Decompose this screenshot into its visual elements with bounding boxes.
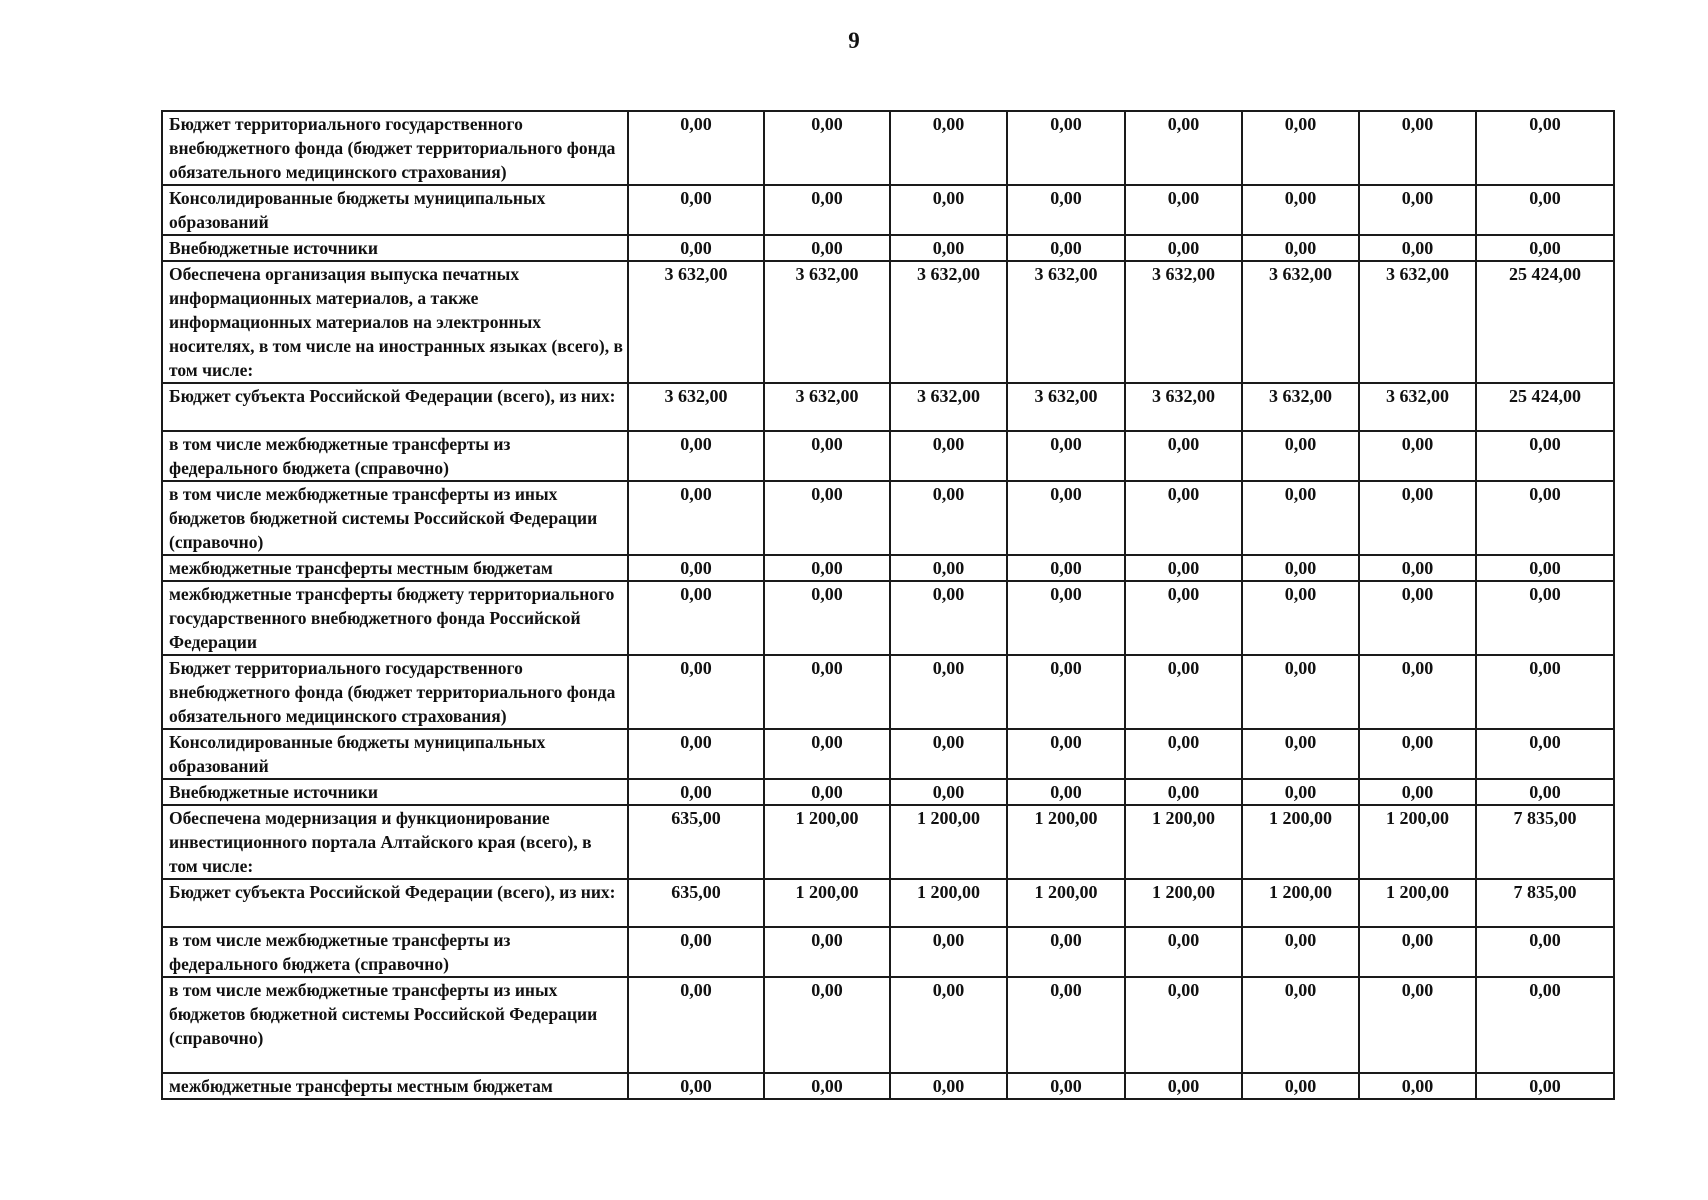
- value-cell: 3 632,00: [1242, 261, 1359, 383]
- value-cell: 0,00: [890, 481, 1007, 555]
- value-cell: 1 200,00: [1242, 879, 1359, 927]
- value-cell: 0,00: [1242, 481, 1359, 555]
- value-cell: 0,00: [628, 581, 764, 655]
- value-cell: 0,00: [1476, 581, 1614, 655]
- value-cell: 0,00: [628, 729, 764, 779]
- value-cell: 0,00: [890, 235, 1007, 261]
- value-cell: 0,00: [764, 235, 890, 261]
- value-cell: 25 424,00: [1476, 383, 1614, 431]
- row-label: Консолидированные бюджеты муниципальных образований: [162, 185, 628, 235]
- value-cell: 1 200,00: [890, 879, 1007, 927]
- value-cell: 0,00: [764, 977, 890, 1073]
- table-row: [162, 111, 1614, 185]
- value-cell: 0,00: [1359, 235, 1476, 261]
- value-cell: 3 632,00: [628, 383, 764, 431]
- value-cell: 0,00: [1007, 729, 1125, 779]
- value-cell: 3 632,00: [890, 383, 1007, 431]
- value-cell: 0,00: [1007, 927, 1125, 977]
- value-cell: 0,00: [1359, 927, 1476, 977]
- value-cell: 0,00: [1007, 235, 1125, 261]
- value-cell: 1 200,00: [890, 805, 1007, 879]
- value-cell: 0,00: [1476, 655, 1614, 729]
- value-cell: 1 200,00: [764, 805, 890, 879]
- value-cell: 7 835,00: [1476, 879, 1614, 927]
- value-cell: 0,00: [1007, 779, 1125, 805]
- value-cell: 3 632,00: [764, 261, 890, 383]
- row-label: Внебюджетные источники: [162, 235, 628, 261]
- value-cell: 0,00: [1476, 729, 1614, 779]
- table-row: [162, 555, 1614, 581]
- value-cell: 0,00: [628, 927, 764, 977]
- table-row: [162, 431, 1614, 481]
- value-cell: 0,00: [890, 655, 1007, 729]
- row-label: Бюджет субъекта Российской Федерации (всего), из них:: [162, 879, 628, 927]
- value-cell: 0,00: [1359, 555, 1476, 581]
- table-row: [162, 879, 1614, 927]
- page-number: 9: [848, 28, 860, 53]
- row-label: межбюджетные трансферты бюджету территориального государственного внебюджетного фонда Российской Федерации: [162, 581, 628, 655]
- value-cell: 3 632,00: [1242, 383, 1359, 431]
- value-cell: 0,00: [764, 111, 890, 185]
- value-cell: 0,00: [1476, 977, 1614, 1073]
- value-cell: 0,00: [1007, 581, 1125, 655]
- value-cell: 0,00: [1007, 431, 1125, 481]
- value-cell: 3 632,00: [1125, 261, 1242, 383]
- value-cell: 0,00: [1242, 235, 1359, 261]
- row-label: Обеспечена модернизация и функционирование инвестиционного портала Алтайского края (всего), в том числе:: [162, 805, 628, 879]
- value-cell: 0,00: [1125, 779, 1242, 805]
- value-cell: 3 632,00: [890, 261, 1007, 383]
- value-cell: 3 632,00: [1359, 261, 1476, 383]
- table-row: [162, 927, 1614, 977]
- value-cell: 0,00: [1242, 185, 1359, 235]
- value-cell: 0,00: [1476, 431, 1614, 481]
- value-cell: 0,00: [1125, 431, 1242, 481]
- value-cell: 0,00: [1476, 185, 1614, 235]
- value-cell: 0,00: [1476, 111, 1614, 185]
- value-cell: 0,00: [764, 655, 890, 729]
- value-cell: 1 200,00: [1359, 879, 1476, 927]
- value-cell: 0,00: [1476, 1073, 1614, 1099]
- value-cell: 0,00: [764, 581, 890, 655]
- value-cell: 3 632,00: [628, 261, 764, 383]
- value-cell: 0,00: [1359, 185, 1476, 235]
- value-cell: 0,00: [1007, 185, 1125, 235]
- table-row: [162, 261, 1614, 383]
- value-cell: 0,00: [1476, 481, 1614, 555]
- value-cell: 3 632,00: [1359, 383, 1476, 431]
- row-label: в том числе межбюджетные трансферты из иных бюджетов бюджетной системы Российской Федерации (справочно): [162, 481, 628, 555]
- value-cell: 0,00: [1242, 1073, 1359, 1099]
- row-label: Обеспечена организация выпуска печатных информационных материалов, а также информационных материалов на электронных носителях, в том числе на иностранных языках (всего), в том числе:: [162, 261, 628, 383]
- row-label: в том числе межбюджетные трансферты из федерального бюджета (справочно): [162, 431, 628, 481]
- value-cell: 0,00: [764, 729, 890, 779]
- value-cell: 0,00: [1125, 655, 1242, 729]
- value-cell: 0,00: [764, 555, 890, 581]
- value-cell: 7 835,00: [1476, 805, 1614, 879]
- value-cell: 0,00: [764, 1073, 890, 1099]
- value-cell: 0,00: [1007, 655, 1125, 729]
- value-cell: 0,00: [1476, 927, 1614, 977]
- value-cell: 0,00: [890, 581, 1007, 655]
- value-cell: 0,00: [1359, 977, 1476, 1073]
- budget-table: [161, 110, 1615, 1100]
- row-label: межбюджетные трансферты местным бюджетам: [162, 555, 628, 581]
- value-cell: 0,00: [764, 927, 890, 977]
- value-cell: 0,00: [890, 927, 1007, 977]
- value-cell: 0,00: [1242, 655, 1359, 729]
- value-cell: 0,00: [628, 555, 764, 581]
- value-cell: 0,00: [1242, 977, 1359, 1073]
- row-label: межбюджетные трансферты местным бюджетам: [162, 1073, 628, 1099]
- value-cell: 1 200,00: [1242, 805, 1359, 879]
- table-row: [162, 481, 1614, 555]
- value-cell: 0,00: [1125, 581, 1242, 655]
- value-cell: 3 632,00: [1007, 261, 1125, 383]
- value-cell: 0,00: [1007, 1073, 1125, 1099]
- value-cell: 0,00: [1476, 779, 1614, 805]
- value-cell: 3 632,00: [1007, 383, 1125, 431]
- row-label: в том числе межбюджетные трансферты из федерального бюджета (справочно): [162, 927, 628, 977]
- value-cell: 0,00: [1242, 581, 1359, 655]
- value-cell: 0,00: [1476, 235, 1614, 261]
- value-cell: 0,00: [628, 431, 764, 481]
- value-cell: 0,00: [1359, 111, 1476, 185]
- value-cell: 1 200,00: [1007, 879, 1125, 927]
- value-cell: 0,00: [1359, 1073, 1476, 1099]
- value-cell: 0,00: [1476, 555, 1614, 581]
- value-cell: 1 200,00: [1359, 805, 1476, 879]
- row-label: Бюджет субъекта Российской Федерации (всего), из них:: [162, 383, 628, 431]
- row-label: Бюджет территориального государственного внебюджетного фонда (бюджет территориального фонда обязательного медицинского страхования): [162, 655, 628, 729]
- value-cell: 1 200,00: [1125, 879, 1242, 927]
- value-cell: 0,00: [1359, 431, 1476, 481]
- value-cell: 0,00: [890, 779, 1007, 805]
- row-label: в том числе межбюджетные трансферты из иных бюджетов бюджетной системы Российской Федерации (справочно): [162, 977, 628, 1073]
- value-cell: 0,00: [890, 977, 1007, 1073]
- value-cell: 0,00: [1242, 729, 1359, 779]
- row-label: Бюджет территориального государственного внебюджетного фонда (бюджет территориального фонда обязательного медицинского страхования): [162, 111, 628, 185]
- value-cell: 0,00: [628, 977, 764, 1073]
- table-row: [162, 185, 1614, 235]
- value-cell: 0,00: [1007, 977, 1125, 1073]
- value-cell: 0,00: [1242, 555, 1359, 581]
- value-cell: 0,00: [764, 481, 890, 555]
- value-cell: 1 200,00: [1125, 805, 1242, 879]
- value-cell: 0,00: [1125, 729, 1242, 779]
- value-cell: 0,00: [890, 111, 1007, 185]
- value-cell: 0,00: [1007, 111, 1125, 185]
- value-cell: 0,00: [1242, 779, 1359, 805]
- value-cell: 0,00: [1125, 1073, 1242, 1099]
- row-label: Внебюджетные источники: [162, 779, 628, 805]
- value-cell: 0,00: [890, 555, 1007, 581]
- table-row: [162, 805, 1614, 879]
- value-cell: 0,00: [1125, 185, 1242, 235]
- value-cell: 0,00: [764, 779, 890, 805]
- value-cell: 3 632,00: [764, 383, 890, 431]
- value-cell: 0,00: [1125, 927, 1242, 977]
- value-cell: 0,00: [628, 185, 764, 235]
- value-cell: 0,00: [764, 431, 890, 481]
- table-body: [162, 111, 1614, 1099]
- table-row: [162, 581, 1614, 655]
- value-cell: 0,00: [628, 779, 764, 805]
- value-cell: 0,00: [1242, 927, 1359, 977]
- value-cell: 0,00: [890, 185, 1007, 235]
- value-cell: 0,00: [764, 185, 890, 235]
- table-row: [162, 977, 1614, 1073]
- table-row: [162, 383, 1614, 431]
- table-row: [162, 1073, 1614, 1099]
- table-row: [162, 779, 1614, 805]
- table-row: [162, 729, 1614, 779]
- value-cell: 0,00: [890, 431, 1007, 481]
- value-cell: 0,00: [1359, 729, 1476, 779]
- value-cell: 0,00: [1242, 111, 1359, 185]
- value-cell: 0,00: [628, 481, 764, 555]
- row-label: Консолидированные бюджеты муниципальных образований: [162, 729, 628, 779]
- value-cell: 0,00: [628, 235, 764, 261]
- value-cell: 0,00: [1125, 555, 1242, 581]
- value-cell: 0,00: [1125, 977, 1242, 1073]
- value-cell: 0,00: [1359, 779, 1476, 805]
- value-cell: 1 200,00: [764, 879, 890, 927]
- value-cell: 25 424,00: [1476, 261, 1614, 383]
- value-cell: 0,00: [1007, 481, 1125, 555]
- value-cell: 0,00: [628, 1073, 764, 1099]
- table-row: [162, 655, 1614, 729]
- value-cell: 0,00: [1125, 481, 1242, 555]
- value-cell: 635,00: [628, 805, 764, 879]
- value-cell: 0,00: [890, 729, 1007, 779]
- value-cell: 0,00: [890, 1073, 1007, 1099]
- value-cell: 0,00: [1242, 431, 1359, 481]
- value-cell: 0,00: [628, 111, 764, 185]
- value-cell: 1 200,00: [1007, 805, 1125, 879]
- value-cell: 0,00: [1359, 481, 1476, 555]
- value-cell: 0,00: [628, 655, 764, 729]
- value-cell: 0,00: [1007, 555, 1125, 581]
- value-cell: 0,00: [1125, 235, 1242, 261]
- value-cell: 635,00: [628, 879, 764, 927]
- value-cell: 0,00: [1125, 111, 1242, 185]
- table-row: [162, 235, 1614, 261]
- value-cell: 0,00: [1359, 581, 1476, 655]
- value-cell: 0,00: [1359, 655, 1476, 729]
- value-cell: 3 632,00: [1125, 383, 1242, 431]
